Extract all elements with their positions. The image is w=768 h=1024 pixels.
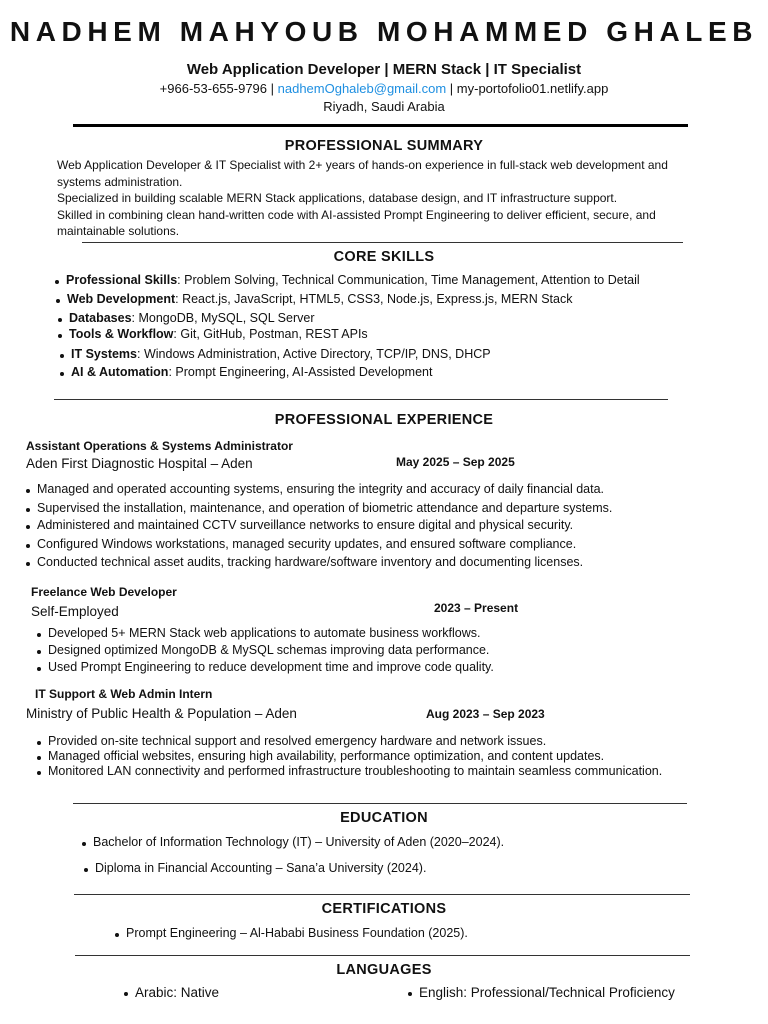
skills-heading: CORE SKILLS xyxy=(333,249,435,265)
summary-line: Web Application Developer & IT Specialist with 2+ years of hands-on experience in full-stack web development and systems administration. xyxy=(57,158,668,189)
summary-line: Skilled in combining clean hand-written code with AI-assisted Prompt Engineering to deliver efficient, secure, and maintainable solutions. xyxy=(57,207,656,238)
job-bullet: Developed 5+ MERN Stack web applications to automate business workflows. xyxy=(48,626,481,640)
job-dates: Aug 2023 – Sep 2023 xyxy=(426,707,545,721)
language-item: English: Professional/Technical Proficiency xyxy=(419,985,675,1000)
section-divider xyxy=(82,242,683,243)
email-link[interactable]: nadhemOghaleb@gmail.com xyxy=(277,81,447,96)
skill-label: Web Development xyxy=(67,292,176,306)
job-bullet: Monitored LAN connectivity and performed infrastructure troubleshooting to maintain seamless communication. xyxy=(48,764,663,778)
education-item: Diploma in Financial Accounting – Sana’a University (2024). xyxy=(95,861,427,875)
contact-line xyxy=(0,81,768,96)
skill-item xyxy=(67,292,572,306)
language-item: Arabic: Native xyxy=(135,985,220,1000)
job-bullet: Provided on-site technical support and resolved emergency hardware and network issues. xyxy=(48,734,547,748)
job-organization: Self-Employed xyxy=(31,604,119,619)
job-bullet: Managed official websites, ensuring high availability, performance optimization, and content updates. xyxy=(48,749,605,763)
experience-heading: PROFESSIONAL EXPERIENCE xyxy=(274,412,494,428)
job-organization: Ministry of Public Health & Population – Aden xyxy=(26,706,297,721)
job-bullet: Supervised the installation, maintenance, and operation of biometric attendance and departure systems. xyxy=(37,501,613,515)
summary-text xyxy=(57,157,707,240)
skill-item xyxy=(71,365,432,379)
section-divider xyxy=(73,803,687,804)
summary-heading: PROFESSIONAL SUMMARY xyxy=(284,138,484,154)
section-divider xyxy=(74,894,690,895)
skill-text: : Problem Solving, Technical Communication, Time Management, Attention to Detail xyxy=(177,273,640,287)
skill-item xyxy=(69,327,368,341)
education-item: Bachelor of Information Technology (IT) – University of Aden (2020–2024). xyxy=(93,835,505,849)
contact-separator: | xyxy=(446,81,457,96)
job-title: IT Support & Web Admin Intern xyxy=(35,687,213,701)
job-bullet: Configured Windows workstations, managed security updates, and ensured software compliance. xyxy=(37,537,577,551)
location: Riyadh, Saudi Arabia xyxy=(323,99,445,114)
skill-item xyxy=(69,311,314,325)
job-dates: May 2025 – Sep 2025 xyxy=(396,455,515,469)
skill-item xyxy=(66,273,640,287)
education-heading: EDUCATION xyxy=(340,810,428,826)
header-divider xyxy=(73,124,688,127)
skill-label: AI & Automation xyxy=(71,365,169,379)
skill-label: Databases xyxy=(69,311,132,325)
job-bullet: Administered and maintained CCTV surveillance networks to ensure digital and physical security. xyxy=(37,518,574,532)
job-organization: Aden First Diagnostic Hospital – Aden xyxy=(26,456,253,471)
job-bullet: Conducted technical asset audits, tracking hardware/software inventory and documenting licenses. xyxy=(37,555,584,569)
skill-text: : React.js, JavaScript, HTML5, CSS3, Node.js, Express.js, MERN Stack xyxy=(175,292,573,306)
job-dates: 2023 – Present xyxy=(434,601,519,615)
skill-text: : Windows Administration, Active Directory, TCP/IP, DNS, DHCP xyxy=(137,347,491,361)
job-title: Freelance Web Developer xyxy=(31,585,177,599)
summary-line: Specialized in building scalable MERN Stack applications, database design, and IT infrastructure support. xyxy=(57,191,618,205)
skill-item xyxy=(71,347,491,361)
skill-label: Professional Skills xyxy=(66,273,178,287)
certifications-heading: CERTIFICATIONS xyxy=(321,901,447,917)
skill-text: : MongoDB, MySQL, SQL Server xyxy=(131,311,315,325)
website-link[interactable]: my-portofolio01.netlify.app xyxy=(456,81,609,96)
resume-name: NADHEM MAHYOUB MOHAMMED GHALEB xyxy=(9,16,759,47)
job-bullet: Designed optimized MongoDB & MySQL schemas improving data performance. xyxy=(48,643,490,657)
job-title: Assistant Operations & Systems Administrator xyxy=(26,439,293,453)
job-bullet: Managed and operated accounting systems, ensuring the integrity and accuracy of daily financial data. xyxy=(37,482,605,496)
resume-subtitle: Web Application Developer | MERN Stack | IT Specialist xyxy=(186,61,582,78)
job-bullet: Used Prompt Engineering to reduce development time and improve code quality. xyxy=(48,660,494,674)
phone-number: +966-53-655-9796 xyxy=(159,81,268,96)
languages-heading: LANGUAGES xyxy=(336,962,432,978)
contact-separator: | xyxy=(267,81,278,96)
skill-label: IT Systems xyxy=(71,347,138,361)
section-divider xyxy=(54,399,668,400)
skill-text: : Prompt Engineering, AI-Assisted Development xyxy=(168,365,433,379)
certification-item: Prompt Engineering – Al-Hababi Business Foundation (2025). xyxy=(126,926,468,940)
skill-label: Tools & Workflow xyxy=(69,327,174,341)
skill-text: : Git, GitHub, Postman, REST APIs xyxy=(173,327,368,341)
section-divider xyxy=(75,955,690,956)
